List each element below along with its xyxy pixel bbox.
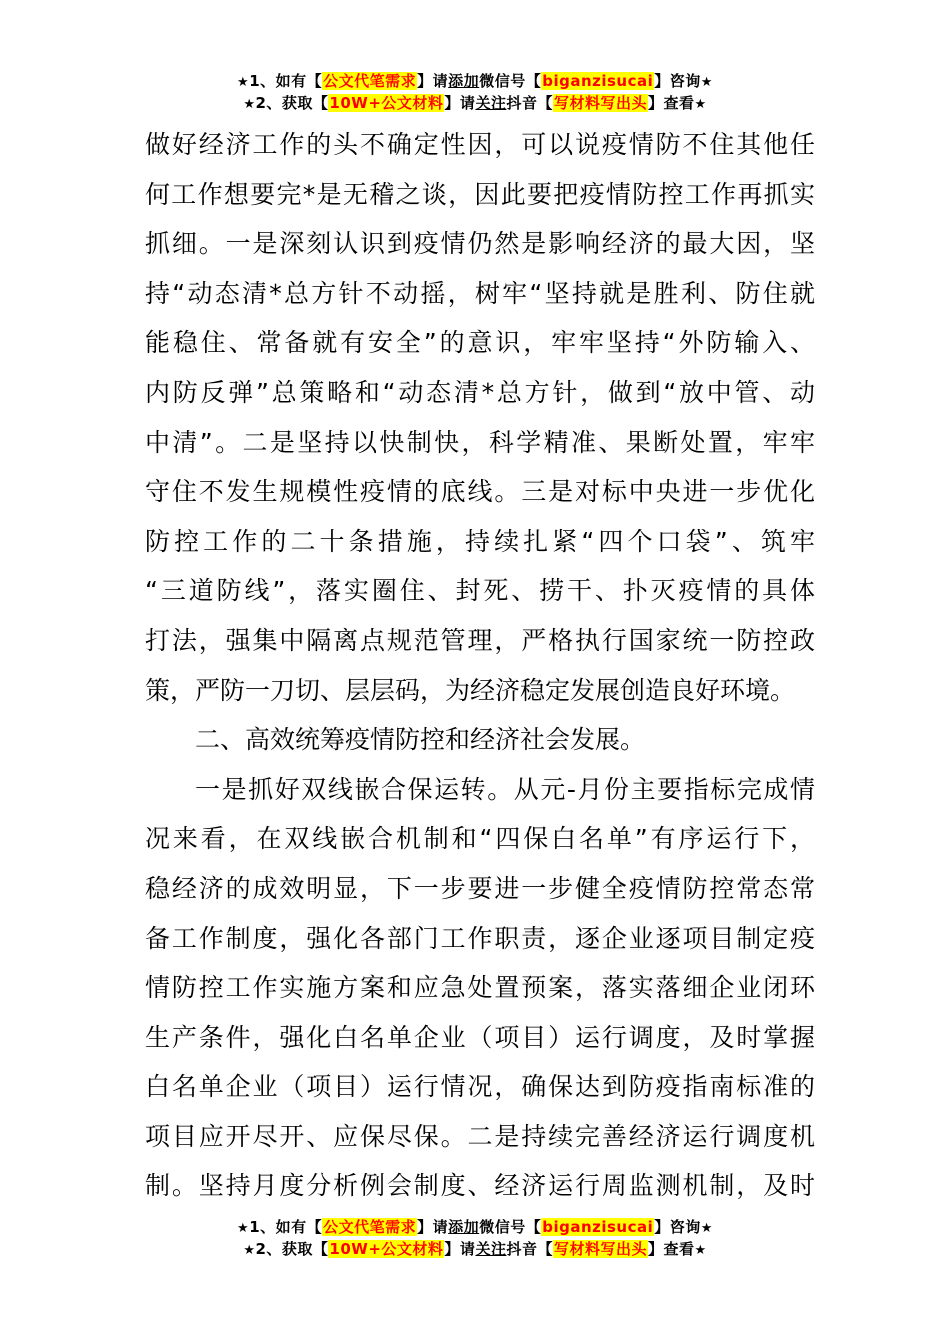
promo-text: 】查看 [647,1240,695,1258]
promo-text: 】请 [444,1240,476,1258]
promo-highlight: 写材料写出头 [553,1240,647,1258]
star-icon: ★ [694,1243,707,1258]
text-line: “三道防线”，落实圈住、封死、捞干、扑灭疫情的具体 [145,576,815,606]
promo-text: 】咨询 [654,1218,701,1236]
text-line: 生产条件，强化白名单企业（项目）运行调度，及时掌握 [145,1022,815,1052]
promo-highlight: 10W+公文材料 [329,1240,444,1258]
promo-highlight: 10W+公文材料 [329,94,444,112]
promo-text: 微信号【 [479,1218,542,1236]
text-line: 项目应开尽开、应保尽保。二是持续完善经济运行调度机 [145,1121,815,1151]
section-heading [145,715,815,765]
text-line: 策，严防一刀切、层层码，为经济稳定发展创造良好环境。 [145,675,796,705]
promo-text: 1、如有【 [249,72,323,90]
star-icon: ★ [237,1221,250,1236]
text-line: 抓细。一是深刻认识到疫情仍然是影响经济的最大因，坚 [145,229,815,259]
promo-text: 】咨询 [654,72,701,90]
text-line: 打法，强集中隔离点规范管理，严格执行国家统一防控政 [145,625,815,655]
promo-banner-top [0,70,950,114]
paragraph-1 [145,120,815,715]
text-line: 防控工作的二十条措施，持续扎紧“四个口袋”、筑牢 [145,526,815,556]
promo-underlined: 添加 [448,1218,480,1236]
promo-highlight: biganzisucai [542,72,654,90]
promo-line-1 [0,70,950,92]
paragraph-2 [145,765,815,1211]
text-line: 一是抓好双线嵌合保运转。从元-月份主要指标完成情 [195,774,815,804]
promo-highlight: 公文代笔需求 [323,1218,417,1236]
promo-text: 】查看 [647,94,695,112]
star-icon: ★ [700,1221,713,1236]
promo-line-2 [0,1238,950,1260]
heading-text: 二、高效统筹疫情防控和经济社会发展。 [195,725,646,755]
star-icon: ★ [700,75,713,90]
text-line: 制。坚持月度分析例会制度、经济运行周监测机制，及时 [145,1171,815,1201]
star-icon: ★ [237,75,250,90]
text-line: 能稳住、常备就有安全”的意识，牢牢坚持“外防输入、 [145,328,815,358]
promo-line-2 [0,92,950,114]
promo-text: 2、获取【 [255,1240,329,1258]
promo-text: 1、如有【 [249,1218,323,1236]
text-line: 白名单企业（项目）运行情况，确保达到防疫指南标准的 [145,1072,815,1102]
text-line: 做好经济工作的头不确定性因，可以说疫情防不住其他任 [145,130,815,159]
promo-highlight: 写材料写出头 [553,94,647,112]
promo-underlined: 添加 [448,72,480,90]
star-icon: ★ [694,97,707,112]
promo-banner-bottom [0,1216,950,1260]
promo-text: 】请 [444,94,476,112]
promo-text: 】请 [417,72,449,90]
promo-highlight: biganzisucai [542,1218,654,1236]
promo-text: 抖音【 [506,94,553,112]
promo-highlight: 公文代笔需求 [323,72,417,90]
text-line: 持“动态清*总方针不动摇，树牢“坚持就是胜利、防住就 [145,278,815,308]
promo-text: 】请 [417,1218,449,1236]
text-line: 内防反弹”总策略和“动态清*总方针，做到“放中管、动 [145,377,815,407]
document-body [145,120,815,1211]
promo-text: 微信号【 [479,72,542,90]
star-icon: ★ [243,97,256,112]
text-line: 何工作想要完*是无稽之谈，因此要把疫情防控工作再抓实 [145,179,815,209]
promo-line-1 [0,1216,950,1238]
text-line: 备工作制度，强化各部门工作职责，逐企业逐项目制定疫 [145,923,815,953]
text-line: 中清”。二是坚持以快制快，科学精准、果断处置，牢牢 [145,427,815,457]
star-icon: ★ [243,1243,256,1258]
promo-underlined: 关注 [475,1240,507,1258]
text-line: 情防控工作实施方案和应急处置预案，落实落细企业闭环 [145,973,815,1003]
promo-text: 抖音【 [506,1240,553,1258]
promo-underlined: 关注 [475,94,507,112]
text-line: 稳经济的成效明显，下一步要进一步健全疫情防控常态常 [145,873,815,903]
text-line: 守住不发生规模性疫情的底线。三是对标中央进一步优化 [145,477,815,507]
text-line: 况来看，在双线嵌合机制和“四保白名单”有序运行下， [145,824,815,854]
promo-text: 2、获取【 [255,94,329,112]
